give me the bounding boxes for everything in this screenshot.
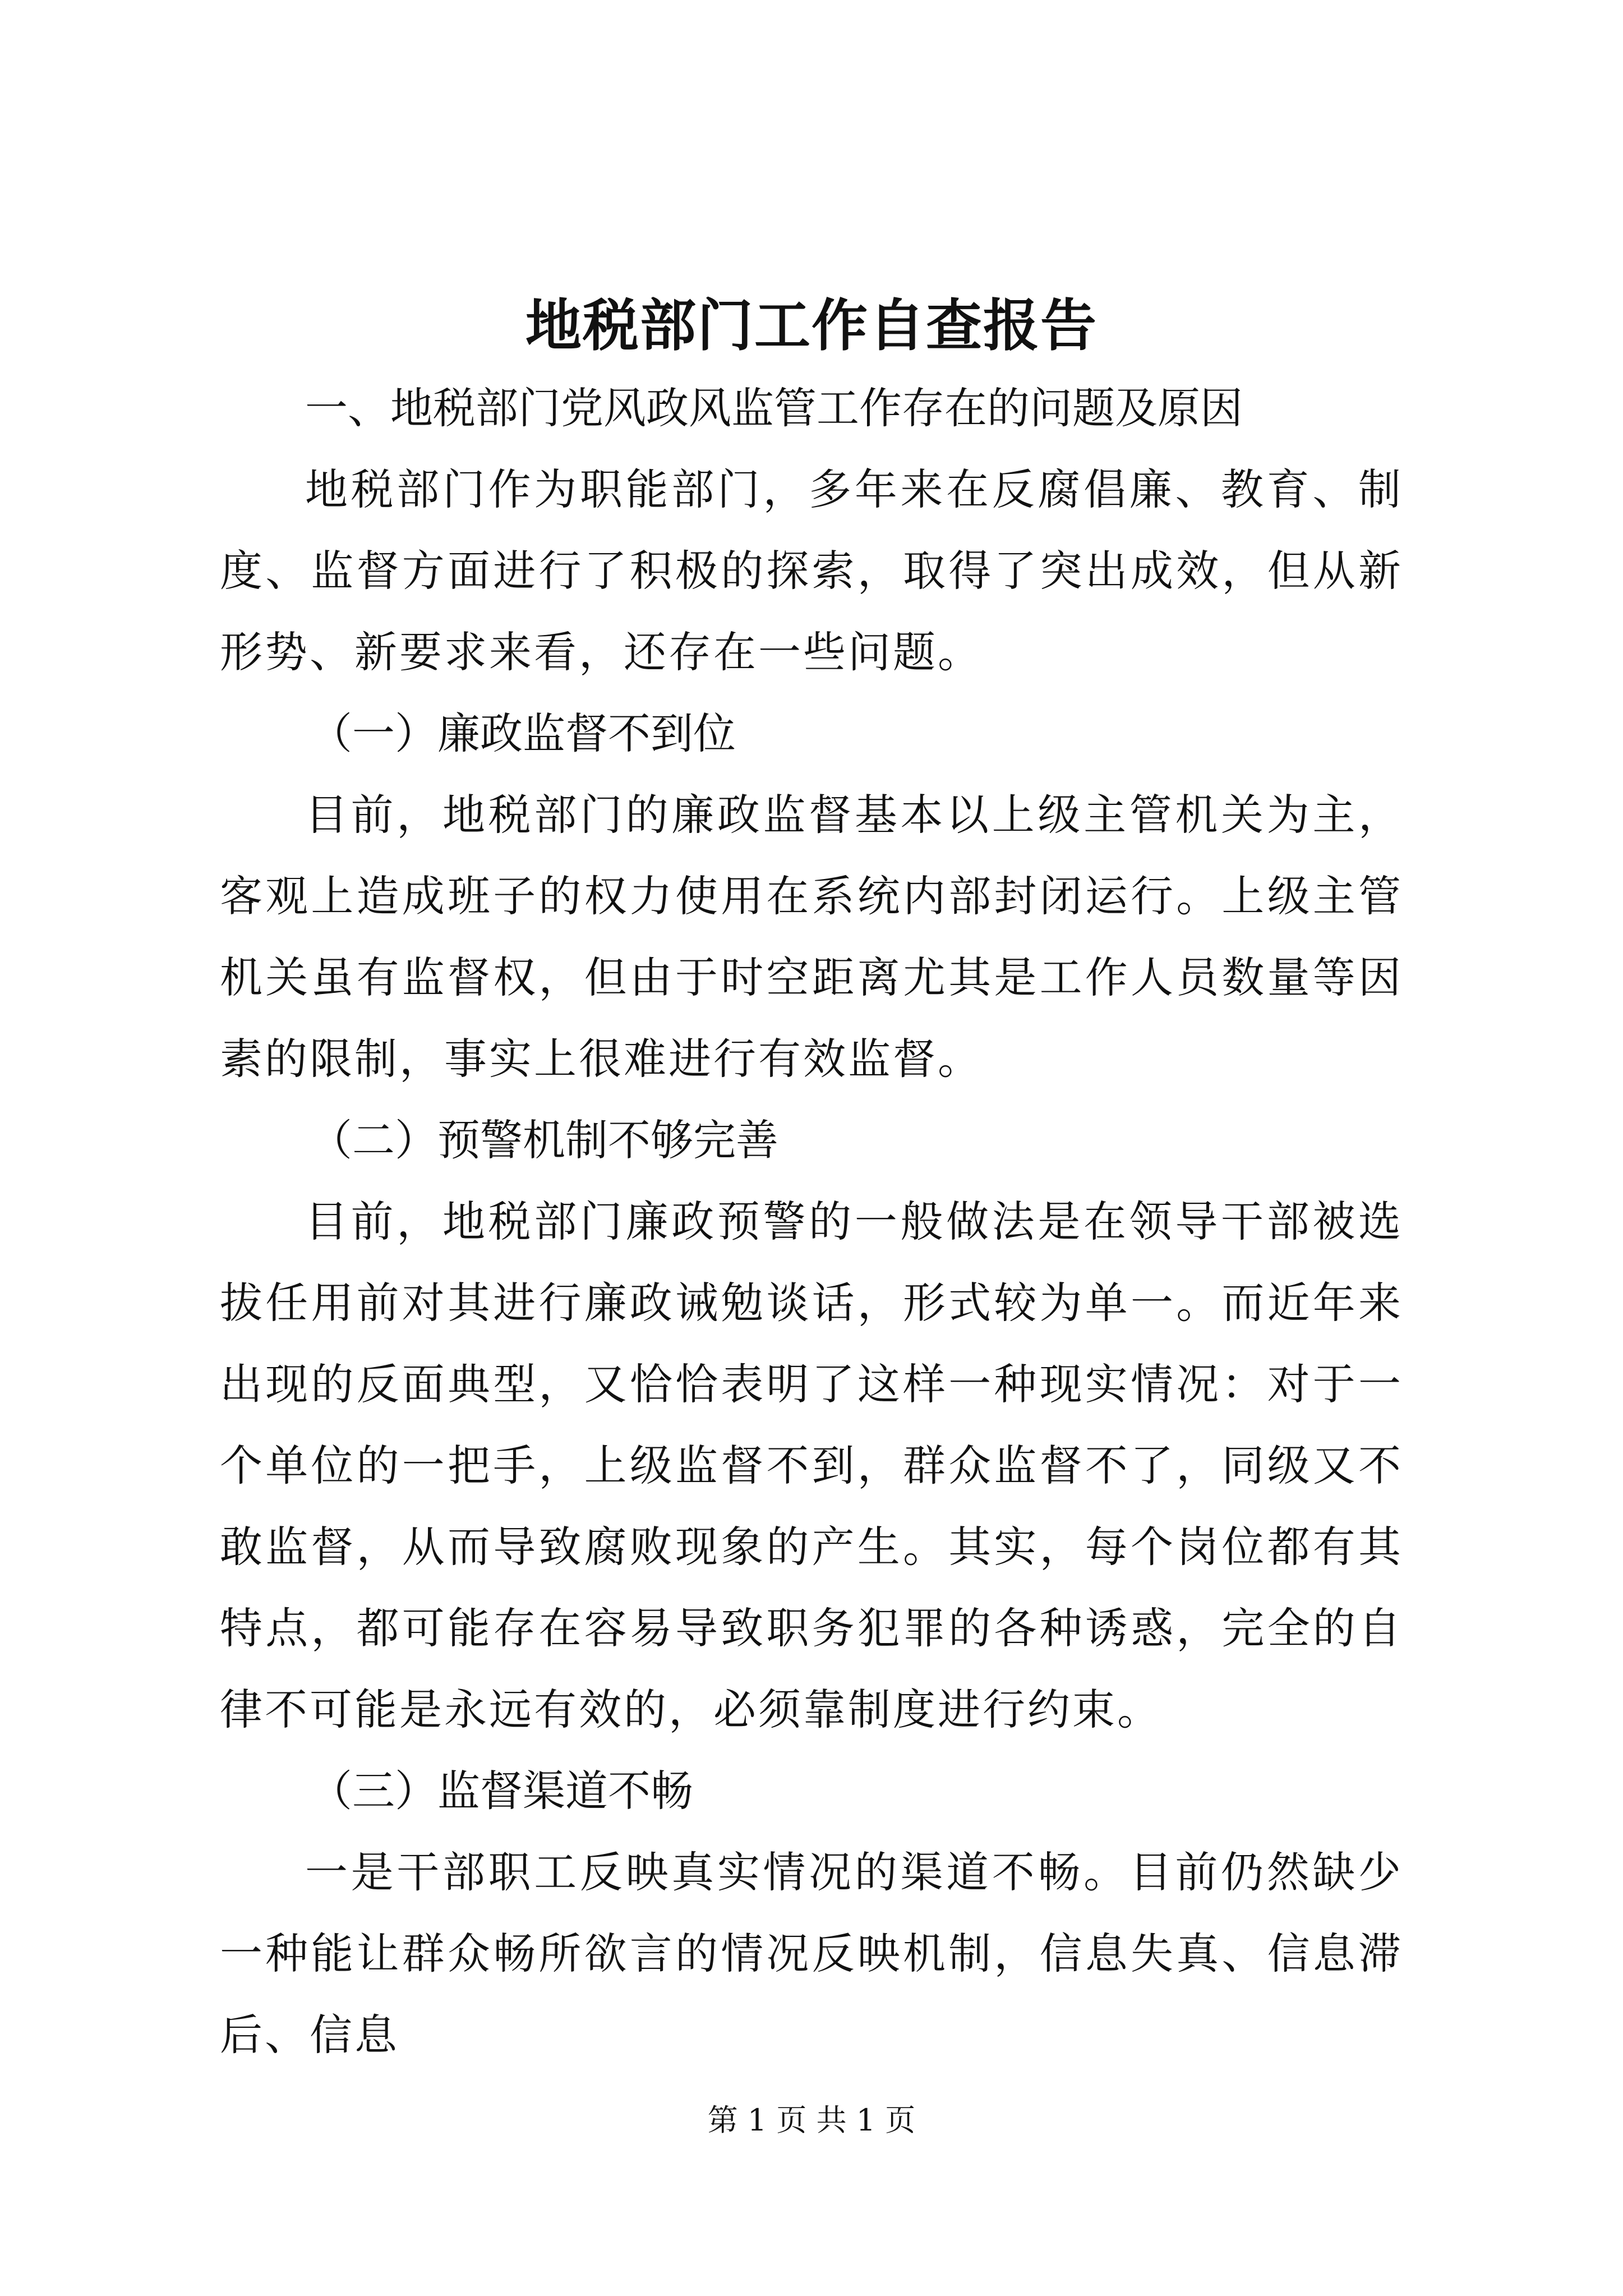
subheading-1: （一）廉政监督不到位 — [310, 708, 736, 758]
document-body — [220, 283, 1403, 2076]
subheading-2: （二）预警机制不够完善 — [310, 1115, 778, 1165]
section-heading: 一、地税部门党风政风监管工作存在的问题及原因 — [305, 383, 1243, 433]
document-title: 地税部门工作自查报告 — [525, 292, 1098, 358]
paragraph-1: 目前，地税部门的廉政监督基本以上级主管机关为主，客观上造成班子的权力使用在系统内部封闭运行。上级主管机关虽有监督权，但由于时空距离尤其是工作人员数量等因素的限制，事实上很难进行有效监督。 — [220, 790, 1403, 1084]
subheading-3: （三）监督渠道不畅 — [310, 1766, 693, 1816]
paragraph-3: 一是干部职工反映真实情况的渠道不畅。目前仍然缺少一种能让群众畅所欲言的情况反映机制，信息失真、信息滞后、信息 — [220, 1847, 1403, 2060]
paragraph-2: 目前，地税部门廉政预警的一般做法是在领导干部被选拔任用前对其进行廉政诫勉谈话，形式较为单一。而近年来出现的反面典型，又恰恰表明了这样一种现实情况：对于一个单位的一把手，上级监督不到，群众监督不了，同级又不敢监督，从而导致腐败现象的产生。其实，每个岗位都有其特点，都可能存在容易导致职务犯罪的各种诱惑，完全的自律不可能是永远有效的，必须靠制度进行约束。 — [220, 1197, 1403, 1734]
intro-paragraph: 地税部门作为职能部门，多年来在反腐倡廉、教育、制度、监督方面进行了积极的探索，取得了突出成效，但从新形势、新要求来看，还存在一些问题。 — [220, 464, 1403, 677]
page-footer: 第 1 页 共 1 页 — [707, 2102, 916, 2138]
